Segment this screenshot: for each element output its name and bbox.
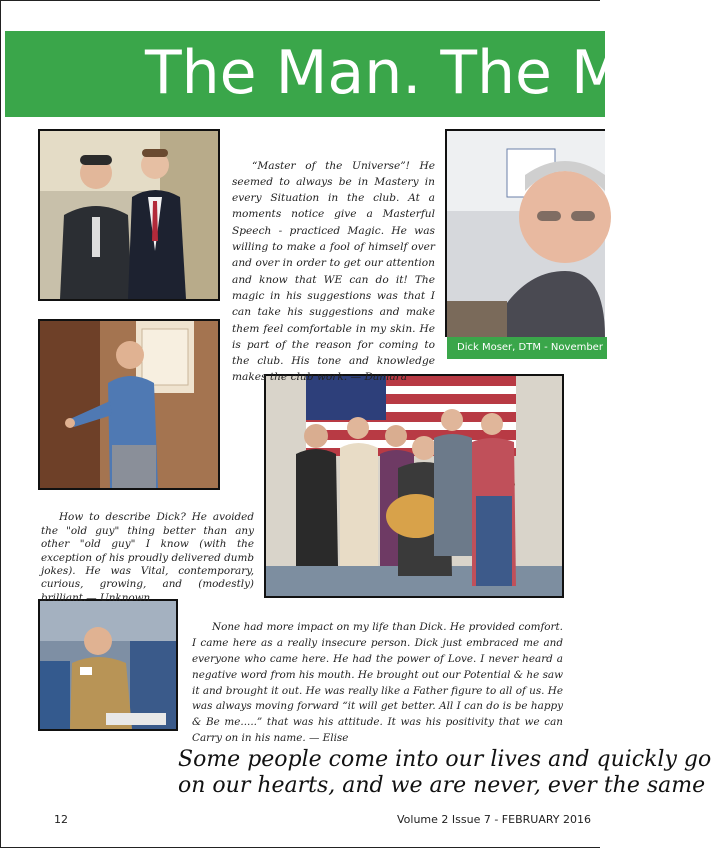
issue-label: Volume 2 Issue 7 - FEBRUARY 2016	[397, 813, 591, 826]
photo-man-seated	[38, 599, 178, 731]
photo-man-speaking	[38, 319, 220, 490]
title-banner	[5, 31, 720, 117]
page-number: 12	[54, 813, 68, 826]
closing-quote-line-1: Some people come into our lives and quickly go	[178, 747, 712, 772]
photo-two-men	[38, 129, 220, 301]
photo-group-flag	[264, 374, 564, 598]
closing-quote-line-2: on our hearts, and we are never, ever the same	[178, 773, 706, 798]
closing-quote	[178, 747, 712, 799]
page-title: The Man. The Myth	[145, 38, 720, 108]
quote-elise: None had more impact on my life than Dick. He provided comfort. I came here as a really insecure person. Dick just embraced me and everyone who came here. He had the power of Love. I never heard a negative word from his mouth. He brought out our Potential & he saw it and brought it out. He was really like a Father figure to all of us. He was always moving forward “it will get better. All I can do is be happy & Be me.....” that was his attitude. It was his positivity that we can Carry on in his name. — Elise	[192, 621, 563, 744]
quote-damara: “Master of the Universe”! He seemed to always be in Mastery in every Situation in the club. At a moments notice give a Masterful Speech - practiced Magic. He was willing to make a fool of himself over and over in order to get our attention and know that WE can do it! The magic in his suggestions was that I can take his suggestions and make them feel comfortable in my skin. He is part of the reason for coming to the club. His tone and knowledge makes the club work. — Damara	[232, 159, 435, 384]
quote-unknown: How to describe Dick? He avoided the "old guy" thing better than any other "old guy" I know (with the exception of his proudly delivered dumb jokes). He was Vital, contemporary, curious, growing, and (modestly) brilliant.— Unknown	[41, 511, 254, 604]
photo-dick-moser	[445, 129, 605, 337]
photo-caption: Dick Moser, DTM - November	[447, 337, 607, 359]
